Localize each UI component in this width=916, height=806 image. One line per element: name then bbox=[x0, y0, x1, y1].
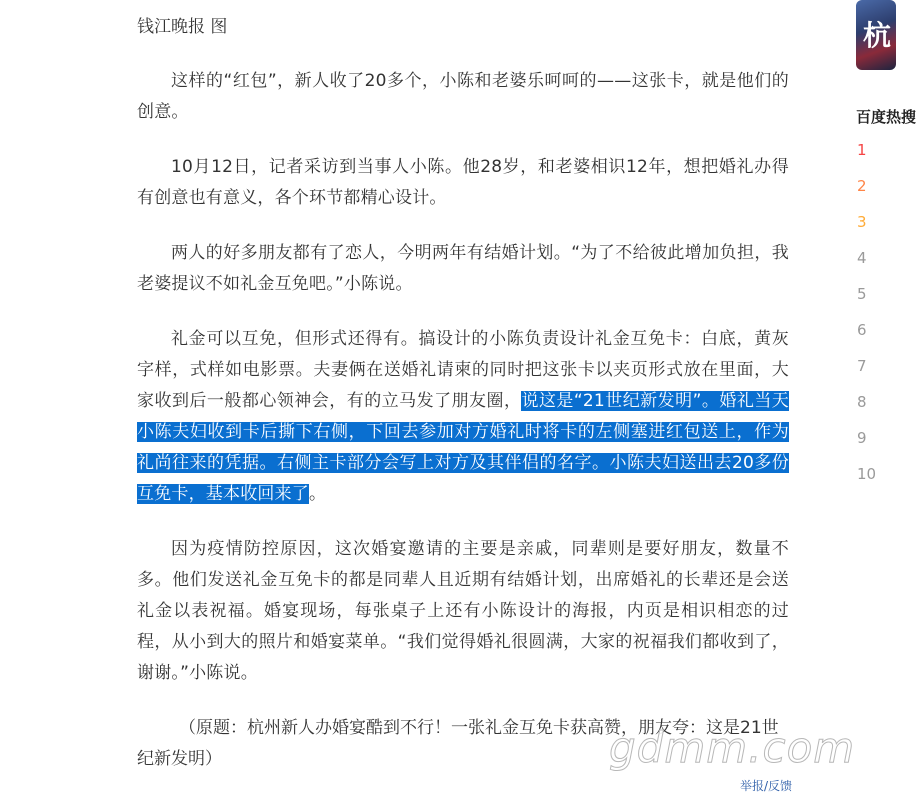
hot-rank-6[interactable]: 6 bbox=[857, 321, 867, 339]
sidebar-thumbnail-image[interactable] bbox=[856, 0, 896, 70]
report-feedback-link[interactable]: 举报/反馈 bbox=[740, 779, 793, 793]
hot-rank-4[interactable]: 4 bbox=[857, 249, 867, 267]
hot-rank-8[interactable]: 8 bbox=[857, 393, 867, 411]
paragraph-text-unselected: 礼金可以互免，但形式还得有。搞设计的小陈负责设计礼金互免卡：白底，黄灰字样，式样如电影票。夫妻俩在送婚礼请柬的同时把这张卡以夹页形式放在里面，大家收到后一般都心领神会，有的立马发了朋友圈， bbox=[137, 329, 789, 411]
article-paragraph-3: 两人的好多朋友都有了恋人，今明两年有结婚计划。“为了不给彼此增加负担，我老婆提议不如礼金互免吧。”小陈说。 bbox=[137, 243, 789, 294]
article-paragraph-1: 这样的“红包”，新人收了20多个，小陈和老婆乐呵呵的——这张卡，就是他们的创意。 bbox=[137, 71, 789, 122]
hot-rank-10[interactable]: 10 bbox=[857, 465, 877, 483]
hot-search-title: 百度热搜 bbox=[856, 108, 916, 126]
site-watermark: gdmm.com bbox=[609, 723, 856, 772]
original-title-note: （原题：杭州新人办婚宴酷到不行！一张礼金互免卡获高赞，朋友夸：这是21世纪新发明） bbox=[137, 718, 779, 769]
hot-rank-2[interactable]: 2 bbox=[857, 177, 867, 195]
article-paragraph-5: 因为疫情防控原因，这次婚宴邀请的主要是亲戚，同辈则是要好朋友，数量不多。他们发送礼金互免卡的都是同辈人且近期有结婚计划，出席婚礼的长辈还是会送礼金以表祝福。婚宴现场，每张桌子上还有小陈设计的海报，内页是相识相恋的过程，从小到大的照片和婚宴菜单。“我们觉得婚礼很圆满，大家的祝福我们都收到了，谢谢。”小陈说。 bbox=[137, 539, 789, 683]
thumbnail-glyph: 杭 bbox=[863, 19, 892, 52]
article-paragraph-2: 10月12日，记者采访到当事人小陈。他28岁，和老婆相识12年，想把婚礼办得有创意也有意义，各个环节都精心设计。 bbox=[137, 157, 789, 208]
hot-rank-1[interactable]: 1 bbox=[857, 141, 867, 159]
hot-rank-9[interactable]: 9 bbox=[857, 429, 867, 447]
hot-rank-7[interactable]: 7 bbox=[857, 357, 867, 375]
article-body bbox=[137, 14, 789, 775]
hot-rank-3[interactable]: 3 bbox=[857, 213, 867, 231]
selected-text-highlight[interactable]: 说这是“21世纪新发明”。婚礼当天小陈夫妇收到卡后撕下右侧，下回去参加对方婚礼时将卡的左侧塞进红包送上，作为礼尚往来的凭据。右侧主卡部分会写上对方及其伴侣的名字。小陈夫妇送出去20多份互免卡，基本收回来了 bbox=[137, 391, 789, 504]
hot-rank-5[interactable]: 5 bbox=[857, 285, 867, 303]
right-sidebar bbox=[840, 0, 916, 806]
paragraph-text-tail: 。 bbox=[309, 484, 327, 504]
article-paragraph-4[interactable] bbox=[137, 324, 789, 510]
image-caption: 钱江晚报 图 bbox=[137, 17, 228, 37]
